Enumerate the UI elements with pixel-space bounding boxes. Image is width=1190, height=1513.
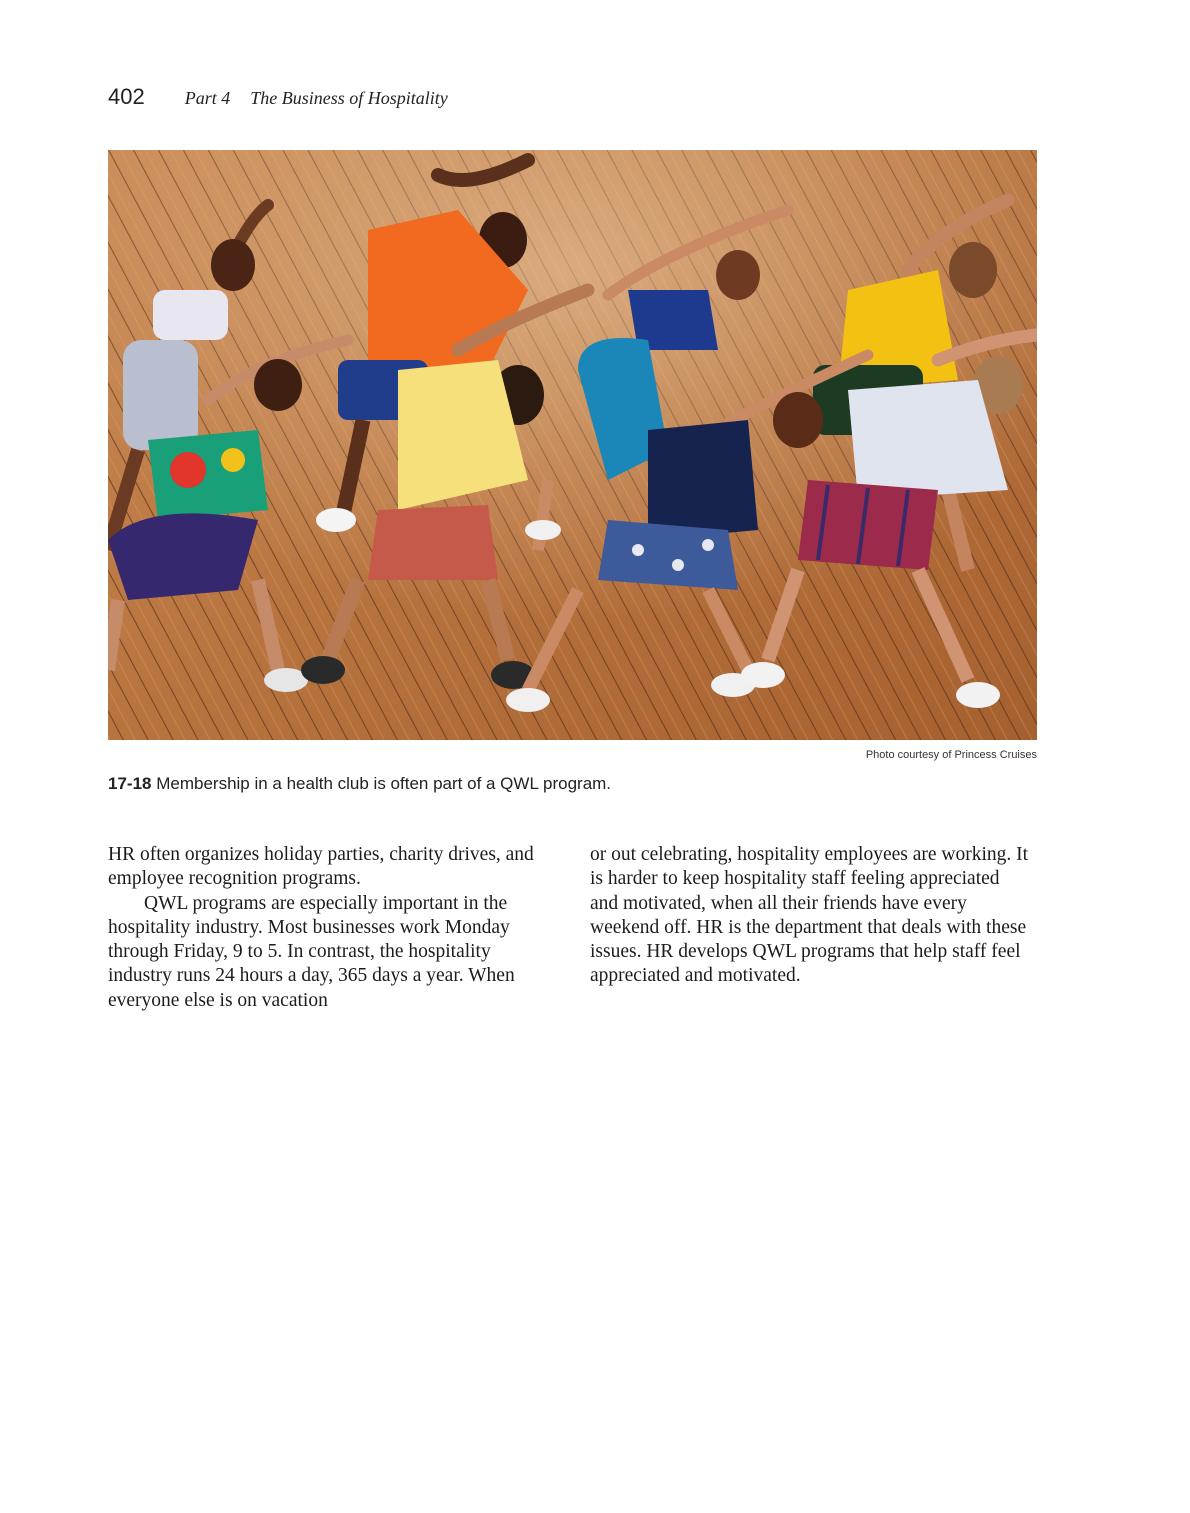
paragraph: or out celebrating, hospitality employees are working. It is harder to keep hospitality staff feeling appreciated and motivated, when all their friends have every weekend off. HR is the department that deals with these issues. HR develops QWL programs that help staff feel appreciated and motivated. bbox=[590, 844, 1029, 987]
photo-credit: Photo courtesy of Princess Cruises bbox=[865, 749, 1037, 761]
part-label: Part 4 bbox=[184, 88, 231, 108]
body-column-right bbox=[590, 843, 1030, 989]
body-column-left bbox=[108, 843, 548, 1013]
page-number: 402 bbox=[108, 84, 145, 109]
section-title: The Business of Hospitality bbox=[250, 88, 448, 108]
exercise-class-photo bbox=[108, 150, 1037, 740]
paragraph: HR often organizes holiday parties, charity drives, and employee recognition programs. bbox=[108, 844, 534, 890]
caption-text: Membership in a health club is often part of a QWL program. bbox=[156, 774, 612, 793]
figure-caption bbox=[108, 774, 611, 794]
paragraph: QWL programs are especially important in the hospitality industry. Most businesses work Monday through Friday, 9 to 5. In contrast, the hospitality industry runs 24 hours a day, 365 days a year. When everyone else is on vacation bbox=[108, 892, 515, 1011]
figure-number: 17-18 bbox=[108, 774, 152, 793]
running-head bbox=[108, 84, 448, 114]
